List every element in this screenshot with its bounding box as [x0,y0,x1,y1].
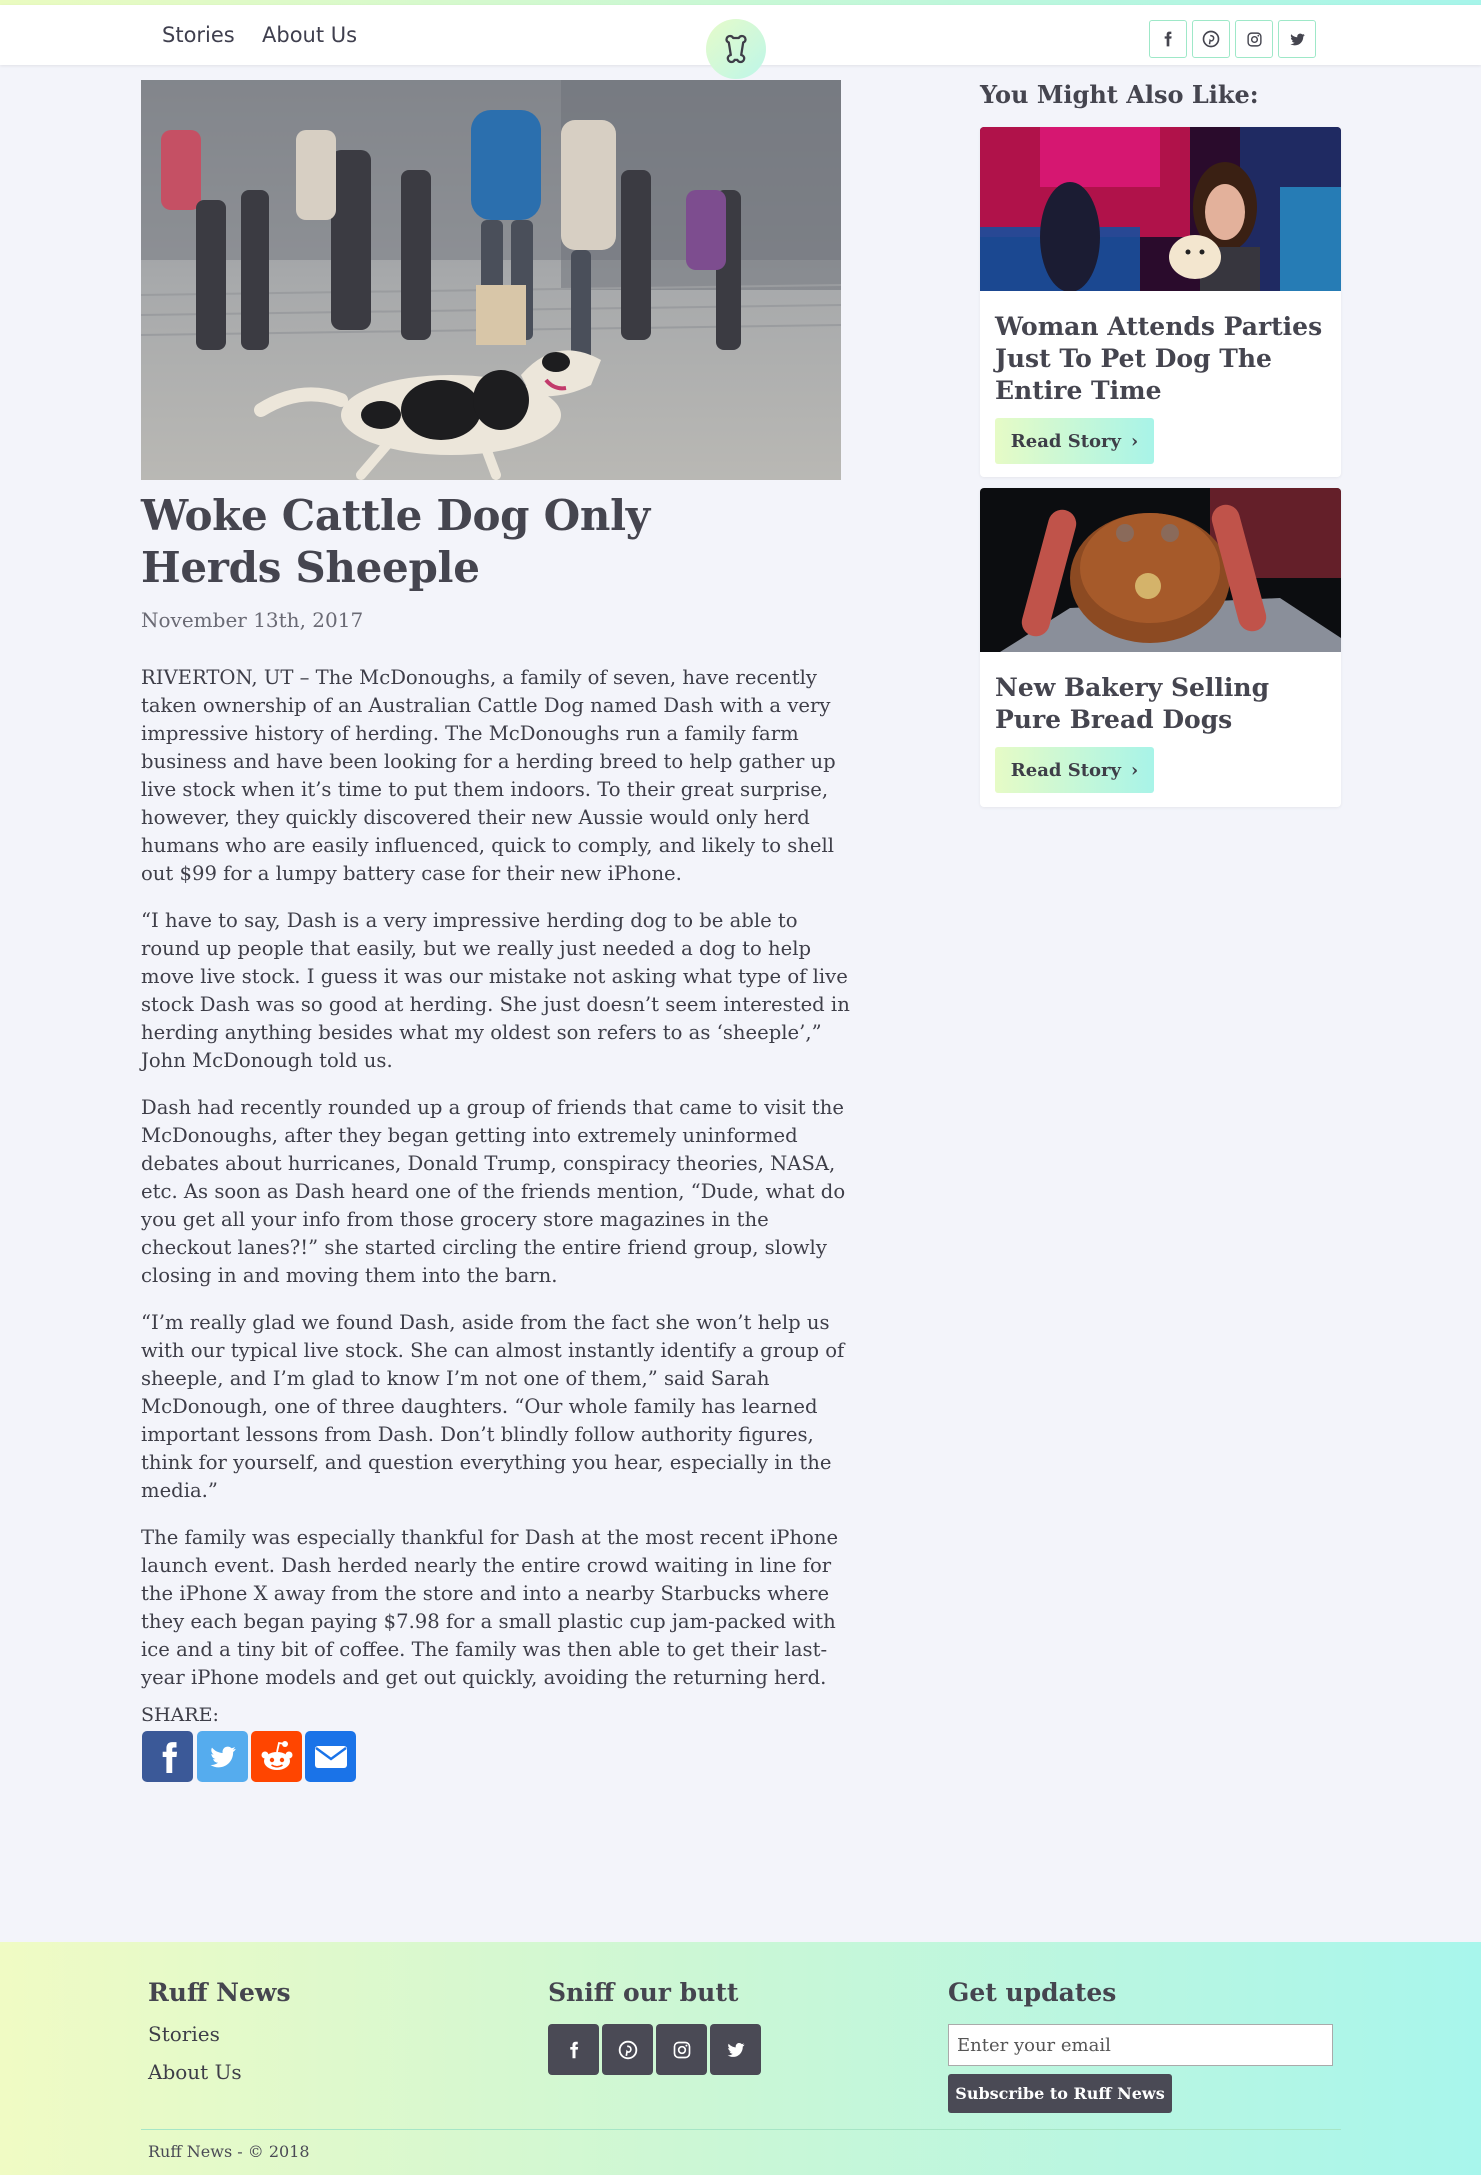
footer-about-link[interactable]: About Us [148,2060,242,2084]
nav-about-link[interactable]: About Us [262,23,358,47]
footer-social-heading: Sniff our butt [548,1978,739,2007]
nav-twitter-button[interactable] [1278,20,1316,58]
share-twitter-button[interactable] [197,1731,248,1782]
footer-brand: Ruff News [148,1978,291,2007]
article-title: Woke Cattle Dog Only Herds Sheeple [141,491,650,592]
footer-updates-heading: Get updates [948,1978,1117,2007]
article-paragraph: “I have to say, Dash is a very impressive herding dog to be able to round up people that easily, but we really just needed a dog to help move live stock. I guess it was our mistake not asking what type of live stock Dash was so good at herding. She just doesn’t seem interested in herding anything besides what my oldest son refers to as ‘sheeple’,” John McDonough told us. [141,909,850,1072]
read-story-button[interactable] [995,747,1154,793]
related-story-card[interactable] [980,488,1341,807]
read-story-button[interactable] [995,418,1154,464]
footer-twitter-button[interactable] [710,2024,761,2075]
article-paragraph: RIVERTON, UT – The McDonoughs, a family of seven, have recently taken ownership of an Australian Cattle Dog named Dash with a very impressive history of herding. The McDonoughs run a family farm business and have been looking for a herding breed to help gather up live stock when it’s time to put them indoors. To their great surprise, however, they quickly discovered their new Aussie would only herd humans who are easily influenced, quick to comply, and likely to shell out $99 for a lumpy battery case for their new iPhone. [141,666,836,885]
instagram-icon [1246,31,1263,48]
subscribe-button[interactable]: Subscribe to Ruff News [948,2074,1172,2113]
site-footer [0,1942,1481,2175]
share-facebook-button[interactable] [142,1731,193,1782]
twitter-icon [1289,31,1306,48]
facebook-icon [155,1740,181,1774]
reddit-icon [258,1740,296,1774]
footer-divider [141,2129,1341,2130]
chevron-right-icon: › [1131,430,1139,452]
nav-stories-link[interactable]: Stories [162,23,235,47]
dog-bone-icon [723,33,749,65]
ruff-news-logo[interactable] [706,19,766,79]
nav-facebook-button[interactable] [1149,20,1187,58]
related-story-image [980,127,1341,291]
facebook-icon [1160,31,1176,47]
twitter-icon [207,1742,239,1772]
facebook-icon [565,2040,583,2060]
related-story-image [980,488,1341,652]
footer-copyright: Ruff News - © 2018 [148,2142,310,2161]
related-story-title[interactable]: New Bakery Selling Pure Bread Dogs [995,673,1270,734]
chevron-right-icon: › [1131,759,1139,781]
footer-instagram-button[interactable] [656,2024,707,2075]
article-date: November 13th, 2017 [141,608,364,632]
read-story-label: Read Story [1010,759,1121,781]
article-paragraph: Dash had recently rounded up a group of friends that came to visit the McDonoughs, after they began getting into extremely uninformed debates about hurricanes, Donald Trump, conspiracy theories, NASA, etc. As soon as Dash heard one of the friends mention, “Dude, what do you get all your info from those grocery store magazines in the checkout lanes?!” she started circling the entire friend group, slowly closing in and moving them into the barn. [141,1096,846,1287]
instagram-icon [672,2040,692,2060]
email-icon [314,1744,348,1770]
share-label: SHARE: [141,1704,219,1726]
pinterest-icon [1202,30,1220,48]
share-reddit-button[interactable] [251,1731,302,1782]
related-story-card[interactable] [980,127,1341,477]
footer-pinterest-button[interactable] [602,2024,653,2075]
nav-pinterest-button[interactable] [1192,20,1230,58]
share-email-button[interactable] [305,1731,356,1782]
nav-instagram-button[interactable] [1235,20,1273,58]
article-body [141,664,861,1711]
footer-stories-link[interactable]: Stories [148,2022,220,2046]
article-paragraph: The family was especially thankful for Dash at the most recent iPhone launch event. Dash herded nearly the entire crowd waiting in line for the iPhone X away from the store and into a nearby Starbucks where they each began paying $7.98 for a small plastic cup jam-packed with ice and a tiny bit of coffee. The family was then able to get their last-year iPhone models and get out quickly, avoiding the returning herd. [141,1526,839,1689]
read-story-label: Read Story [1010,430,1121,452]
related-story-title[interactable]: Woman Attends Parties Just To Pet Dog The Entire Time [995,312,1323,405]
twitter-icon [726,2040,746,2060]
sidebar-heading: You Might Also Like: [980,80,1259,109]
email-input[interactable] [948,2024,1333,2066]
article-hero-image [141,80,841,480]
footer-facebook-button[interactable] [548,2024,599,2075]
pinterest-icon [618,2040,638,2060]
article-paragraph: “I’m really glad we found Dash, aside from the fact she won’t help us with our typical live stock. She can almost instantly identify a group of sheeple, and I’m glad to know I’m not one of them,” said Sarah McDonough, one of three daughters. “Our whole family has learned important lessons from Dash. Don’t blindly follow authority figures, think for yourself, and question everything you hear, especially in the media.” [141,1311,845,1502]
